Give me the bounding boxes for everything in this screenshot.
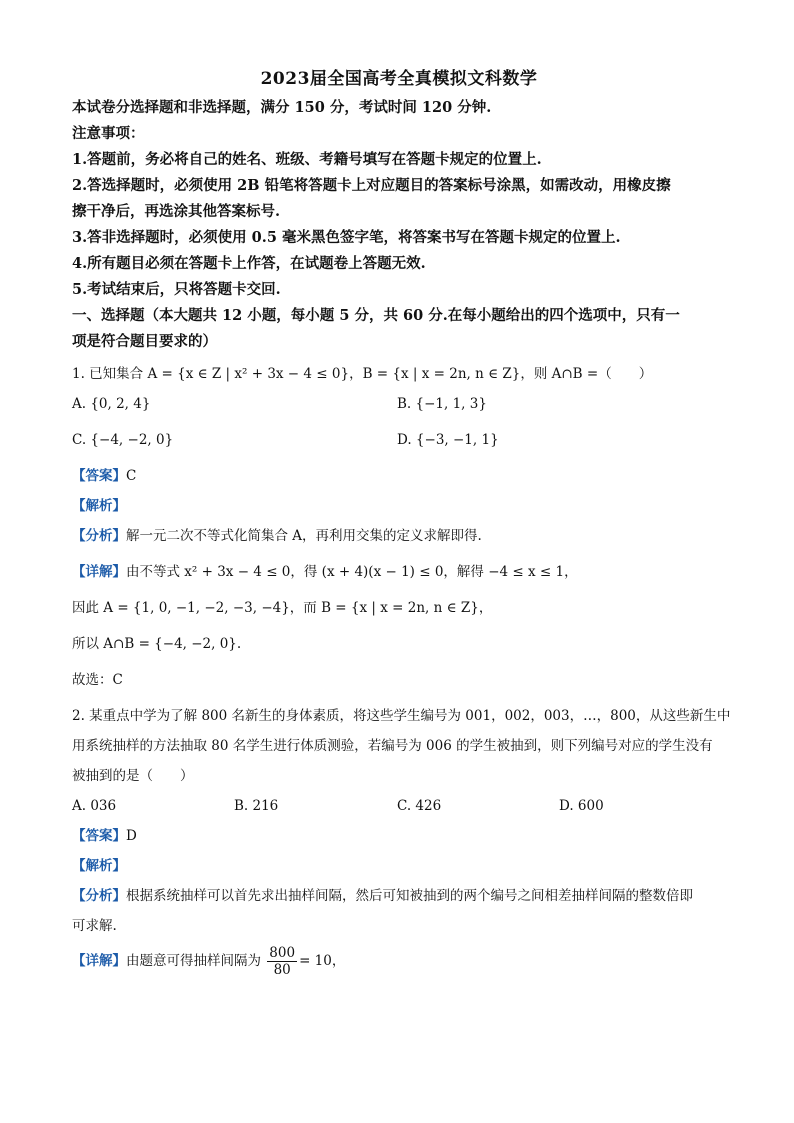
- q2-option-b: B. 216: [234, 798, 279, 814]
- q1-analysis: [72, 495, 726, 517]
- sampling-interval-fraction: [267, 945, 297, 978]
- q2-fenxi: [72, 885, 726, 907]
- q2-options-row: [72, 795, 726, 817]
- q2-option-a: A. 036: [72, 798, 117, 814]
- section-heading-cont: 项是符合题目要求的）: [72, 333, 217, 350]
- page-title: 2023届全国高考全真模拟文科数学: [260, 69, 538, 89]
- analysis-tag: 【解析】: [72, 858, 126, 874]
- answer-value: C: [126, 468, 137, 484]
- note-3: 3.答非选择题时，必须使用 0.5 毫米黑色签字笔，将答案书写在答题卡规定的位置上.: [72, 229, 621, 246]
- q1-option-b: B. {−1, 1, 3}: [397, 396, 487, 412]
- xiangjie-result: = 10，: [299, 953, 346, 969]
- note-5: 5.考试结束后，只将答题卡交回.: [72, 281, 281, 298]
- q1-options-row-2: [72, 429, 726, 451]
- note-4: 4.所有题目必须在答题卡上作答，在试题卷上答题无效.: [72, 255, 426, 272]
- answer-value: D: [126, 828, 137, 844]
- q1-option-a: A. {0, 2, 4}: [72, 396, 151, 412]
- q2-option-c: C. 426: [397, 798, 442, 814]
- fraction-numerator: 800: [269, 945, 296, 961]
- fraction-denominator: 80: [273, 962, 291, 978]
- note-1: 1.答题前，务必将自己的姓名、班级、考籍号填写在答题卡规定的位置上.: [72, 151, 542, 168]
- q1-xiangjie: [72, 561, 726, 583]
- q2-stem-line-3: 被抽到的是（ ）: [72, 768, 194, 784]
- fenxi-tag: 【分析】: [72, 528, 126, 544]
- xiangjie-tag: 【详解】: [72, 953, 126, 969]
- answer-tag: 【答案】: [72, 468, 126, 484]
- exam-page: [72, 64, 731, 978]
- exam-intro: 本试卷分选择题和非选择题，满分 150 分，考试时间 120 分钟.: [72, 99, 492, 116]
- fenxi-text: 根据系统抽样可以首先求出抽样间隔，然后可知被抽到的两个编号之间相差抽样间隔的整数倍即: [126, 888, 693, 904]
- q2-stem-line-2: 用系统抽样的方法抽取 80 名学生进行体质测验，若编号为 006 的学生被抽到，则下列编号对应的学生没有: [72, 738, 713, 754]
- q1-option-d: D. {−3, −1, 1}: [397, 432, 499, 448]
- xiangjie-text: 由不等式 x² + 3x − 4 ≤ 0，得 (x + 4)(x − 1) ≤ 0，解得 −4 ≤ x ≤ 1，: [126, 564, 578, 580]
- q1-xiangjie-line-2: 因此 A = {1, 0, −1, −2, −3, −4}，而 B = {x | x = 2n, n ∈ Z}，: [72, 600, 493, 616]
- q1-answer: [72, 465, 726, 487]
- fenxi-tag: 【分析】: [72, 888, 126, 904]
- q1-xiangjie-line-3: 所以 A∩B = {−4, −2, 0}.: [72, 636, 242, 652]
- note-2: 2.答选择题时，必须使用 2B 铅笔将答题卡上对应题目的答案标号涂黑，如需改动，用橡皮擦: [72, 177, 671, 194]
- q2-xiangjie: [72, 945, 726, 978]
- q1-fenxi: [72, 525, 726, 547]
- answer-tag: 【答案】: [72, 828, 126, 844]
- notes-heading: 注意事项：: [72, 125, 145, 142]
- q2-stem-line-1: 2. 某重点中学为了解 800 名新生的身体素质，将这些学生编号为 001，002，003，…，800，从这些新生中: [72, 708, 731, 724]
- section-heading: 一、选择题（本大题共 12 小题，每小题 5 分，共 60 分.在每小题给出的四个选项中，只有一: [72, 307, 680, 324]
- xiangjie-text: 由题意可得抽样间隔为: [126, 953, 261, 969]
- q1-option-c: C. {−4, −2, 0}: [72, 432, 174, 448]
- analysis-tag: 【解析】: [72, 498, 126, 514]
- xiangjie-tag: 【详解】: [72, 564, 126, 580]
- q2-analysis: [72, 855, 726, 877]
- fenxi-text: 解一元二次不等式化简集合 A，再利用交集的定义求解即得.: [126, 528, 482, 544]
- q2-fenxi-cont: 可求解.: [72, 918, 117, 934]
- q1-stem: 1. 已知集合 A = {x ∈ Z | x² + 3x − 4 ≤ 0}，B = {x | x = 2n, n ∈ Z}，则 A∩B =（ ）: [72, 366, 653, 382]
- q2-option-d: D. 600: [559, 798, 604, 814]
- note-2-cont: 擦干净后，再选涂其他答案标号.: [72, 203, 281, 220]
- q1-options-row-1: [72, 393, 726, 415]
- q2-answer: [72, 825, 726, 847]
- q1-choose: 故选：C: [72, 672, 123, 688]
